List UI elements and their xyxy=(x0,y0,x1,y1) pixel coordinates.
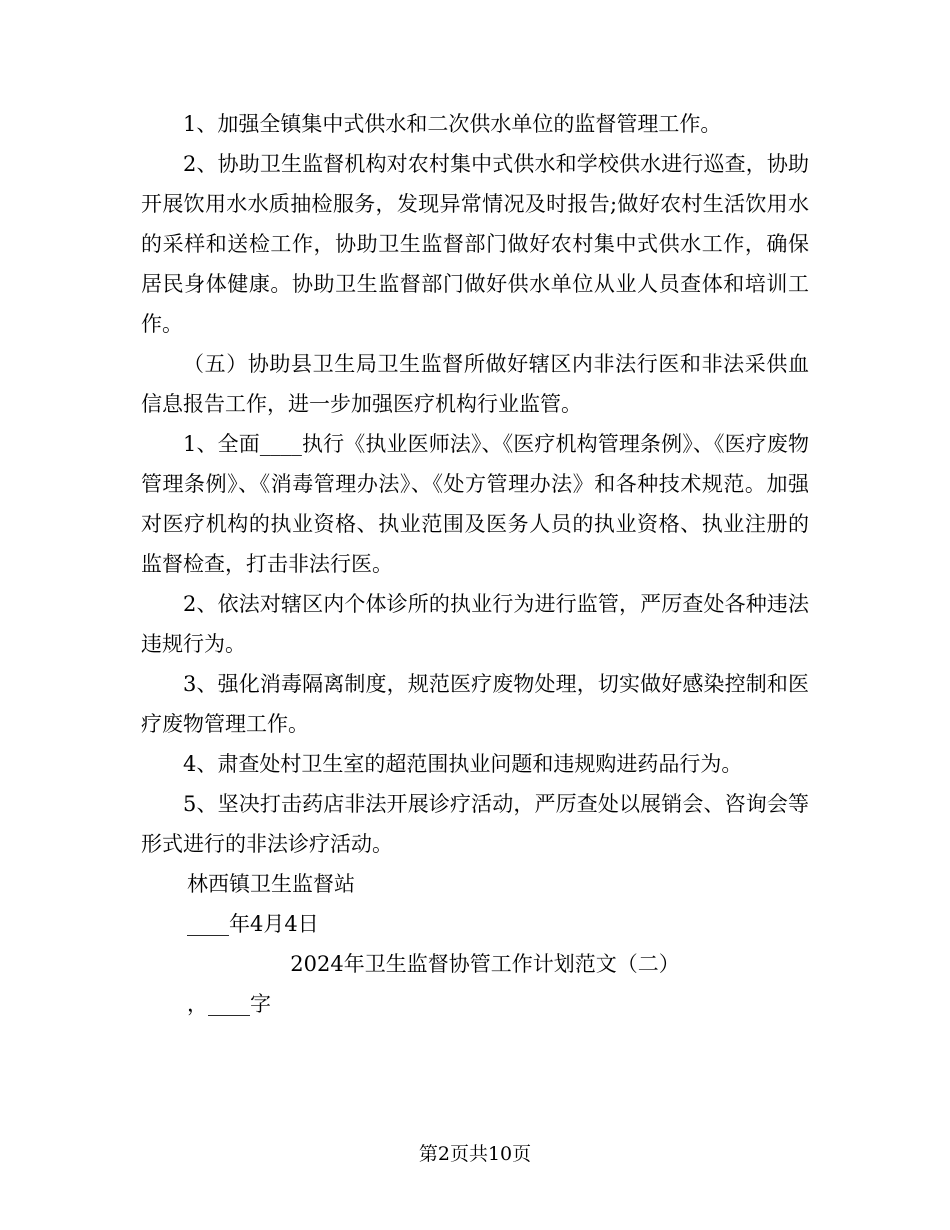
paragraph-4: 2、依法对辖区内个体诊所的执业行为进行监管，严厉查处各种违法违规行为。 xyxy=(141,592,809,656)
paragraph-7: 5、坚决打击药店非法开展诊疗活动，严厉查处以展销会、咨询会等形式进行的非法诊疗活动。 xyxy=(141,792,809,856)
paragraph-3: 1、全面____执行《执业医师法》、《医疗机构管理条例》、《医疗废物管理条例》、《消毒管理办法》、《处方管理办法》和各种技术规范。加强对医疗机构的执业资格、执业范围及医务人员的执业资格、执业注册的监督检查，打击非法行医。 xyxy=(141,432,809,576)
page-number: 第2页共10页 xyxy=(418,1143,532,1165)
paragraph-5: 3、强化消毒隔离制度，规范医疗废物处理，切实做好感染控制和医疗废物管理工作。 xyxy=(141,672,809,736)
paragraph-1: 1、加强全镇集中式供水和二次供水单位的监督管理工作。 xyxy=(183,112,722,136)
paragraph-2: 2、协助卫生监督机构对农村集中式供水和学校供水进行巡查，协助开展饮用水水质抽检服务，发现异常情况及时报告;做好农村生活饮用水的采样和送检工作，协助卫生监督部门做好农村集中式供水工作，确保居民身体健康。协助卫生监督部门做好供水单位从业人员查体和培训工作。 xyxy=(141,152,809,336)
word-count-line: ，____字 xyxy=(187,992,271,1016)
section-title: 2024年卫生监督协管工作计划范文（二） xyxy=(290,952,680,976)
paragraph-section-5: （五）协助县卫生局卫生监督所做好辖区内非法行医和非法采供血信息报告工作，进一步加强医疗机构行业监管。 xyxy=(141,352,809,416)
signature: 林西镇卫生监督站 xyxy=(187,872,355,896)
document-body xyxy=(141,104,809,1024)
paragraph-6: 4、肃查处村卫生室的超范围执业问题和违规购进药品行为。 xyxy=(183,752,743,776)
date-line: ____年4月4日 xyxy=(187,912,319,936)
